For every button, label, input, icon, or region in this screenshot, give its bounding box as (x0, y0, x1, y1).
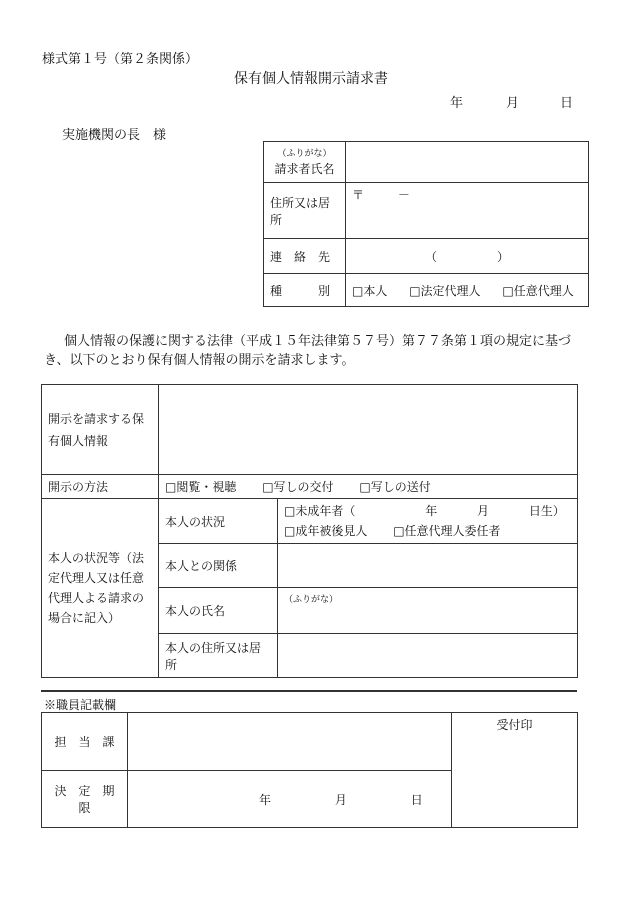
date-month-label: 月 (506, 96, 520, 111)
requester-address-field[interactable] (346, 183, 589, 239)
addressee: 実施機関の長 様 (62, 128, 167, 143)
principal-address-label: 本人の住所又は居所 (159, 634, 278, 678)
receipt-stamp-label: 受付印 (496, 718, 533, 732)
status-option-adult-guardian[interactable]: □ 成年被後見人 (284, 524, 367, 538)
form-number: 様式第１号（第２条関係） (42, 52, 199, 67)
decision-deadline-label: 決 定 期 限 (42, 771, 128, 828)
requester-furigana-label: （ふりがな） (277, 149, 332, 159)
department-field[interactable] (128, 713, 452, 771)
decision-deadline-field[interactable] (128, 771, 452, 828)
type-option-voluntary-agent[interactable]: □ 任意代理人 (502, 284, 573, 298)
department-label: 担 当 課 (42, 713, 128, 771)
requester-name-field[interactable] (346, 142, 589, 183)
method-option-view[interactable]: □ 閲覧・視聴 (165, 480, 236, 494)
receipt-stamp-box (452, 713, 578, 828)
staff-section-header: ※職員記載欄 (44, 698, 117, 712)
principal-address-field[interactable] (278, 634, 578, 678)
principal-furigana-label: （ふりがな） (284, 595, 339, 605)
statement-line-2: き、以下のとおり保有個人情報の開示を請求します。 (44, 353, 355, 368)
principal-status-group-label: 本人の状況等（法定代理人又は任意代理人よる請求の場合に記入） (42, 499, 159, 678)
deadline-month-label: 月 (334, 792, 347, 807)
minor-row (284, 501, 571, 521)
principal-relation-label: 本人との関係 (159, 544, 278, 588)
principal-name-field[interactable] (278, 588, 578, 634)
statement-line-1: 個人情報の保護に関する法律（平成１５年法律第５７号）第７７条第１項の規定に基づ (64, 334, 572, 349)
postal-dash: － (397, 188, 410, 202)
birth-year-label: 年 (425, 504, 438, 518)
contact-label: 連 絡 先 (264, 239, 346, 274)
method-option-copy-delivery[interactable]: □ 写しの交付 (262, 480, 333, 494)
requester-type-label: 種 別 (264, 274, 346, 307)
type-option-legal-agent[interactable]: □ 法定代理人 (409, 284, 480, 298)
requester-type-options (346, 274, 589, 307)
contact-paren: （ ） (424, 249, 509, 264)
principal-status-label: 本人の状況 (159, 499, 278, 544)
birth-day-label: 日生） (528, 504, 565, 518)
guardian-row (284, 521, 571, 541)
disclosure-method-options (159, 475, 578, 499)
staff-table (41, 712, 578, 828)
date-year-label: 年 (450, 96, 464, 111)
deadline-year-label: 年 (259, 792, 272, 807)
deadline-day-label: 日 (410, 792, 423, 807)
requester-table (263, 141, 589, 307)
date-day-label: 日 (560, 96, 574, 111)
requester-address-label: 住所又は居所 (264, 183, 346, 239)
requested-info-label: 開示を請求する保有個人情報 (42, 385, 159, 475)
requester-name-label-cell (264, 142, 346, 183)
disclosure-method-label: 開示の方法 (42, 475, 159, 499)
principal-status-options (278, 499, 578, 544)
principal-name-label: 本人の氏名 (159, 588, 278, 634)
principal-relation-field[interactable] (278, 544, 578, 588)
contact-field[interactable] (346, 239, 589, 274)
requested-info-field[interactable] (159, 385, 578, 475)
postal-mark: 〒 (352, 188, 365, 202)
requester-name-label: 請求者氏名 (274, 162, 335, 176)
request-table (41, 384, 578, 678)
staff-section-divider (41, 690, 577, 692)
birth-month-label: 月 (477, 504, 490, 518)
status-option-minor[interactable]: □ 未成年者（ (284, 504, 355, 518)
type-option-self[interactable]: □ 本人 (352, 284, 387, 298)
page-title: 保有個人情報開示請求書 (234, 71, 388, 87)
method-option-copy-mail[interactable]: □ 写しの送付 (359, 480, 430, 494)
status-option-delegate[interactable]: □ 任意代理人委任者 (393, 524, 500, 538)
